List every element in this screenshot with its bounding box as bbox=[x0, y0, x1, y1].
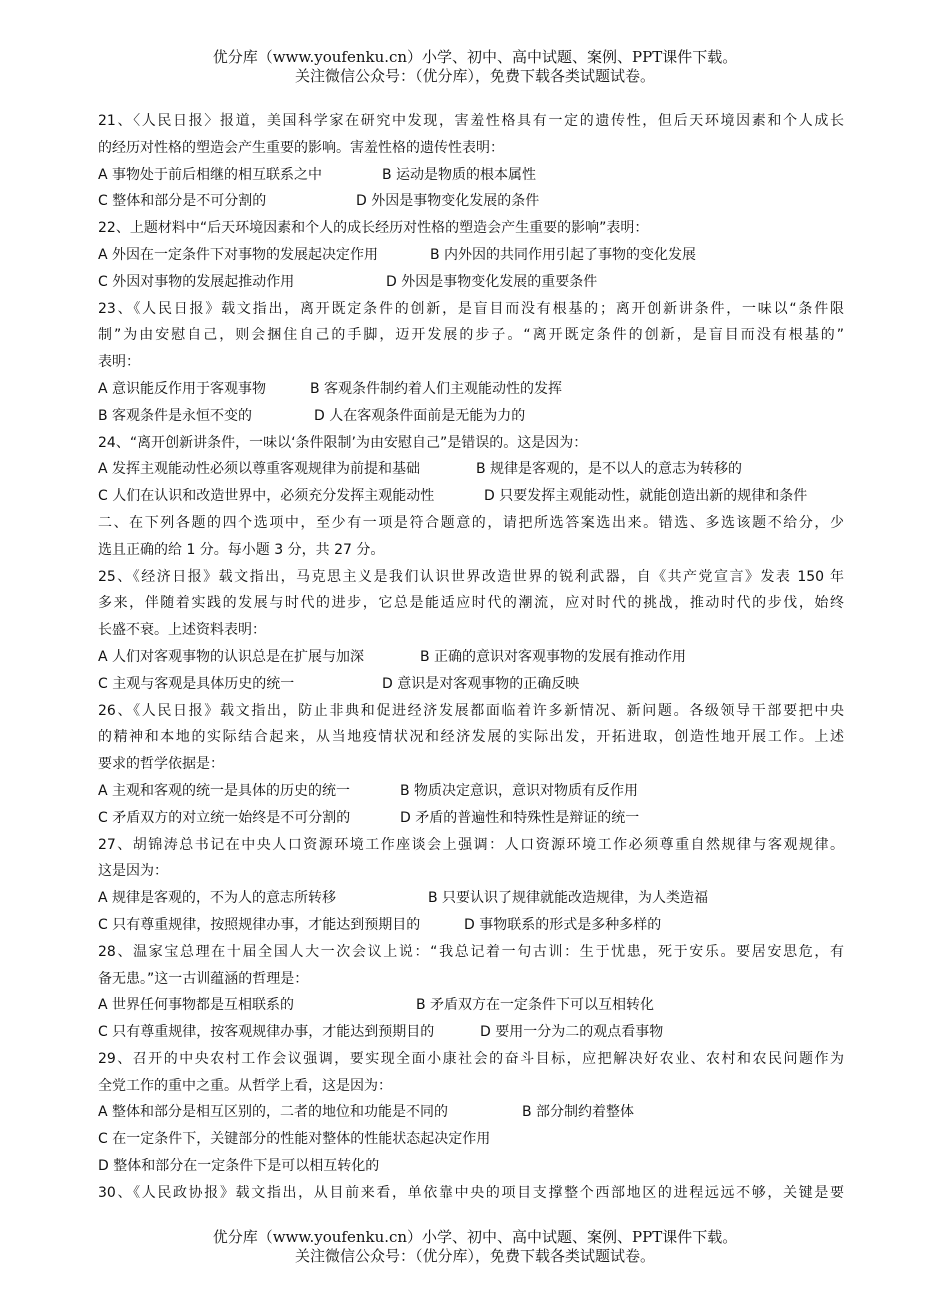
answer-options-row bbox=[98, 671, 844, 698]
page-header bbox=[0, 48, 950, 86]
question-text-line: 30、《人民政协报》载文指出，从目前来看，单依靠中央的项目支撑整个西部地区的进程远远不够，关键是要 bbox=[98, 1184, 844, 1201]
question-text-line: 备无患。”这一古训蕴涵的哲理是： bbox=[98, 970, 309, 987]
question-text-line: 28、温家宝总理在十届全国人大一次会议上说：“我总记着一句古训：生于忧患，死于安乐。要居安思危，有 bbox=[98, 943, 844, 960]
question-text-line: 制”为由安慰自己，则会捆住自己的手脚，迈开发展的步子。“离开既定条件的创新，是盲目而没有根基的” bbox=[98, 327, 844, 344]
answer-options-row bbox=[98, 188, 844, 215]
question-text-line: 25、《经济日报》载文指出，马克思主义是我们认识世界改造世界的锐利武器，自《共产党宣言》发表 150 年 bbox=[98, 568, 844, 585]
answer-options-row bbox=[98, 1019, 844, 1046]
answer-options-row bbox=[98, 269, 844, 296]
question-text-line: 的精神和本地的实际结合起来，从当地疫情状况和经济发展的实际出发，开拓进取，创造性地开展工作。上述 bbox=[98, 729, 844, 746]
answer-options-row bbox=[98, 885, 844, 912]
answer-option: D 人在客观条件面前是无能为力的 bbox=[314, 407, 526, 424]
question-text-line: 全党工作的重中之重。从哲学上看，这是因为： bbox=[98, 1077, 392, 1094]
answer-option: A 发挥主观能动性必须以尊重客观规律为前提和基础 bbox=[98, 461, 421, 478]
question-text-line: 多来，伴随着实践的发展与时代的进步，它总是能适应时代的潮流，应对时代的挑战，推动时代的步伐，始终 bbox=[98, 595, 844, 612]
answer-options-row bbox=[98, 644, 844, 671]
footer-line-2: 关注微信公众号：（优分库），免费下载各类试题试卷。 bbox=[294, 1247, 655, 1265]
answer-option: C 主观与客观是具体历史的统一 bbox=[98, 675, 295, 692]
answer-option: D 意识是对客观事物的正确反映 bbox=[382, 675, 580, 692]
answer-option: C 矛盾双方的对立统一始终是不可分割的 bbox=[98, 809, 351, 826]
answer-option: A 外因在一定条件下对事物的发展起决定作用 bbox=[98, 246, 379, 263]
answer-option: C 只有尊重规律，按客观规律办事，才能达到预期目的 bbox=[98, 1024, 435, 1041]
answer-option: B 内外因的共同作用引起了事物的变化发展 bbox=[430, 246, 697, 263]
question-text-line: 这是因为： bbox=[98, 863, 168, 880]
question-text-line: 26、《人民日报》载文指出，防止非典和促进经济发展都面临着许多新情况、新问题。各级领导干部要把中央 bbox=[98, 702, 844, 719]
answer-option: A 人们对客观事物的认识总是在扩展与加深 bbox=[98, 648, 365, 665]
answer-option: A 世界任何事物都是互相联系的 bbox=[98, 997, 295, 1014]
answer-option: B 正确的意识对客观事物的发展有推动作用 bbox=[420, 648, 687, 665]
exam-questions bbox=[98, 108, 844, 1207]
answer-option: B 矛盾双方在一定条件下可以互相转化 bbox=[416, 997, 655, 1014]
question-text-line: 29、召开的中央农村工作会议强调，要实现全面小康社会的奋斗目标，应把解决好农业、农村和农民问题作为 bbox=[98, 1050, 844, 1067]
answer-option: B 客观条件是永恒不变的 bbox=[98, 407, 253, 424]
answer-option: D 外因是事物变化发展的条件 bbox=[356, 193, 540, 210]
page-footer bbox=[0, 1228, 950, 1266]
question-text-line: 24、“离开创新讲条件，一味以‘条件限制’为由安慰自己”是错误的。这是因为： bbox=[98, 434, 588, 451]
answer-option: D 要用一分为二的观点看事物 bbox=[480, 1024, 664, 1041]
question-text-line: 表明： bbox=[98, 354, 140, 371]
footer-line-1: 优分库（www.youfenku.cn）小学、初中、高中试题、案例、PPT课件下载。 bbox=[212, 1228, 738, 1246]
answer-options-row bbox=[98, 483, 844, 510]
answer-option: C 外因对事物的发展起推动作用 bbox=[98, 273, 295, 290]
answer-option: B 物质决定意识，意识对物质有反作用 bbox=[400, 782, 639, 799]
answer-option: A 事物处于前后相继的相互联系之中 bbox=[98, 166, 323, 183]
answer-options-row bbox=[98, 162, 844, 189]
answer-options-row bbox=[98, 403, 844, 430]
answer-options-row bbox=[98, 376, 844, 403]
answer-option: C 整体和部分是不可分割的 bbox=[98, 193, 267, 210]
answer-option: B 规律是客观的，是不以人的意志为转移的 bbox=[476, 461, 743, 478]
answer-option: D 外因是事物变化发展的重要条件 bbox=[386, 273, 598, 290]
answer-option: D 事物联系的形式是多种多样的 bbox=[464, 916, 662, 933]
answer-option: B 客观条件制约着人们主观能动性的发挥 bbox=[310, 380, 563, 397]
answer-option: D 只要发挥主观能动性，就能创造出新的规律和条件 bbox=[484, 488, 808, 505]
question-text-line: 22、上题材料中“后天环境因素和个人的成长经历对性格的塑造会产生重要的影响”表明： bbox=[98, 220, 649, 237]
question-text-line: 23、《人民日报》载文指出，离开既定条件的创新，是盲目而没有根基的；离开创新讲条件，一味以“条件限 bbox=[98, 300, 844, 317]
question-text-line: 选且正确的给 1 分。每小题 3 分，共 27 分。 bbox=[98, 541, 385, 558]
answer-options-row bbox=[98, 242, 844, 269]
question-text-line: 二、在下列各题的四个选项中，至少有一项是符合题意的，请把所选答案选出来。错选、多选该题不给分，少 bbox=[98, 514, 844, 531]
answer-option: B 运动是物质的根本属性 bbox=[382, 166, 537, 183]
answer-options-row bbox=[98, 912, 844, 939]
answer-option: B 只要认识了规律就能改造规律，为人类造福 bbox=[428, 890, 709, 907]
header-line-1: 优分库（www.youfenku.cn）小学、初中、高中试题、案例、PPT课件下载。 bbox=[212, 48, 738, 66]
answer-options-row bbox=[98, 992, 844, 1019]
answer-options-row bbox=[98, 805, 844, 832]
header-line-2: 关注微信公众号：（优分库），免费下载各类试题试卷。 bbox=[294, 67, 655, 85]
answer-option: D 矛盾的普遍性和特殊性是辩证的统一 bbox=[400, 809, 640, 826]
answer-options-row bbox=[98, 778, 844, 805]
answer-option: C 人们在认识和改造世界中，必须充分发挥主观能动性 bbox=[98, 488, 435, 505]
question-text-line: D 整体和部分在一定条件下是可以相互转化的 bbox=[98, 1158, 380, 1175]
answer-options-row bbox=[98, 456, 844, 483]
answer-option: A 规律是客观的，不为人的意志所转移 bbox=[98, 890, 337, 907]
question-text-line: 的经历对性格的塑造会产生重要的影响。害羞性格的遗传性表明： bbox=[98, 139, 504, 156]
question-text-line: 长盛不衰。上述资料表明： bbox=[98, 622, 266, 639]
answer-options-row bbox=[98, 1099, 844, 1126]
answer-option: A 意识能反作用于客观事物 bbox=[98, 380, 267, 397]
answer-option: B 部分制约着整体 bbox=[522, 1104, 635, 1121]
answer-option: A 主观和客观的统一是具体的历史的统一 bbox=[98, 782, 351, 799]
question-text-line: 27、胡锦涛总书记在中央人口资源环境工作座谈会上强调：人口资源环境工作必须尊重自然规律与客观规律。 bbox=[98, 836, 844, 853]
question-text-line: C 在一定条件下，关键部分的性能对整体的性能状态起决定作用 bbox=[98, 1131, 491, 1148]
answer-option: A 整体和部分是相互区别的，二者的地位和功能是不同的 bbox=[98, 1104, 449, 1121]
question-text-line: 21、〈人民日报〉报道，美国科学家在研究中发现，害羞性格具有一定的遗传性，但后天环境因素和个人成长 bbox=[98, 113, 844, 129]
answer-option: C 只有尊重规律，按照规律办事，才能达到预期目的 bbox=[98, 916, 421, 933]
question-text-line: 要求的哲学依据是： bbox=[98, 756, 224, 773]
